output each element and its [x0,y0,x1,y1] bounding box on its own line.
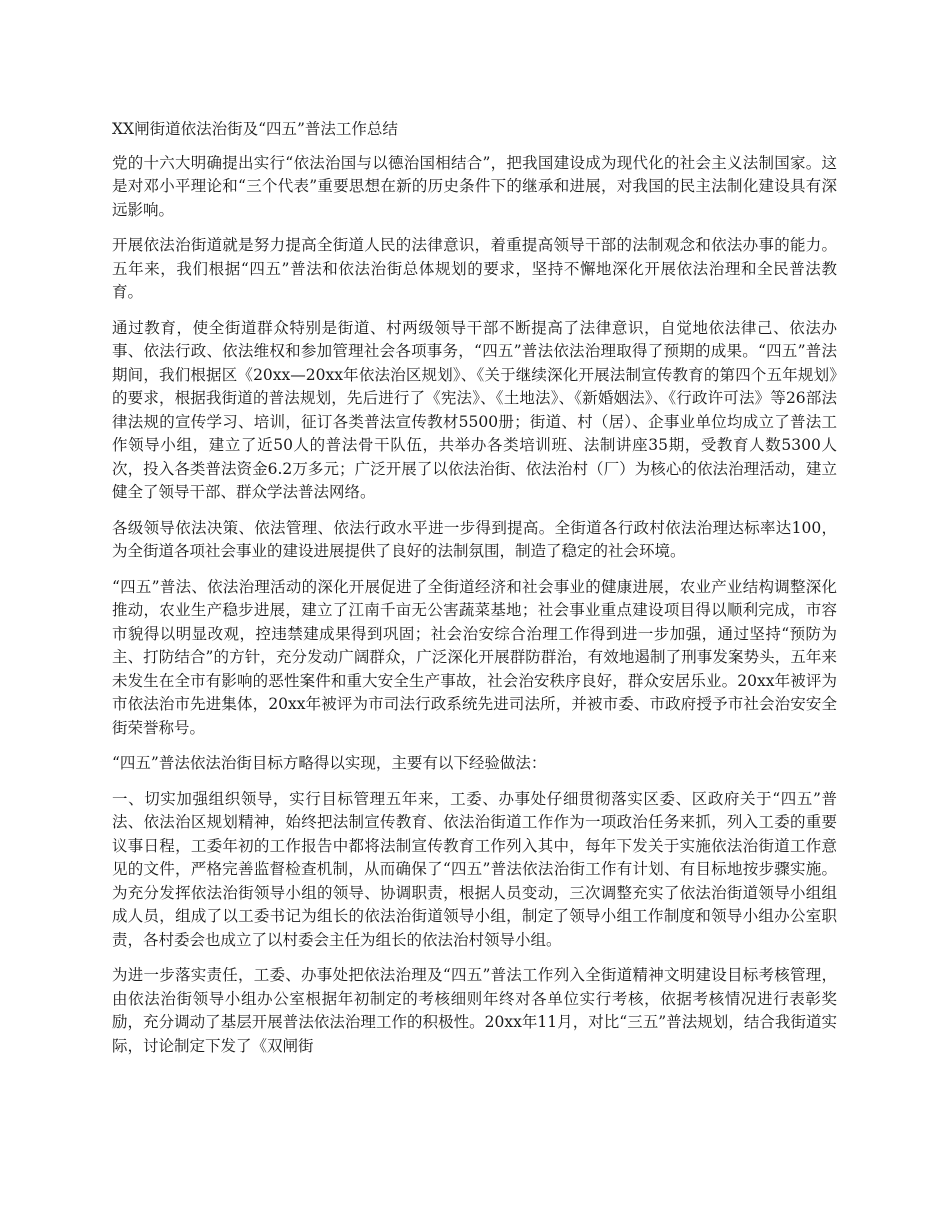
document-page [112,118,837,1070]
document-title: XX闸街道依法治街及“四五”普法工作总结 [112,120,398,138]
paragraph-3: 通过教育，使全街道群众特别是街道、村两级领导干部不断提高了法律意识，自觉地依法律己、依法办事、依法行政、依法维权和参加管理社会各项事务，“四五”普法依法治理取得了预期的成果。“四五”普法期间，我们根据区《20xx—20xx年依法治区规划》、《关于继续深化开展法制宣传教育的第四个五年规划》的要求，根据我街道的普法规划，先后进行了《宪法》、《土地法》、《新婚姻法》、《行政许可法》等26部法律法规的宣传学习、培训，征订各类普法宣传教材5500册；街道、村（居）、企事业单位均成立了普法工作领导小组，建立了近50人的普法骨干队伍，共举办各类培训班、法制讲座35期，受教育人数5300人次，投入各类普法资金6.2万多元；广泛开展了以依法治街、依法治村（厂）为核心的依法治理活动，建立健全了领导干部、群众学法普法网络。 [112,318,837,501]
paragraph-2: 开展依法治街道就是努力提高全街道人民的法律意识，着重提高领导干部的法制观念和依法办事的能力。五年来，我们根据“四五”普法和依法治街总体规划的要求，坚持不懈地深化开展依法治理和全民普法教育。 [112,236,837,301]
paragraph-7: 一、切实加强组织领导，实行目标管理五年来，工委、办事处仔细贯彻落实区委、区政府关于“四五”普法、依法治区规划精神，始终把法制宣传教育、依法治街道工作作为一项政治任务来抓，列入工委的重要议事日程，工委年初的工作报告中都将法制宣传教育工作列入其中，每年下发关于实施依法治街道工作意见的文件，严格完善监督检查机制，从而确保了“四五”普法依法治街工作有计划、有目标地按步骤实施。为充分发挥依法治街领导小组的领导、协调职责，根据人员变动，三次调整充实了依法治街道领导小组组成人员，组成了以工委书记为组长的依法治街道领导小组，制定了领导小组工作制度和领导小组办公室职责，各村委会也成立了以村委会主任为组长的依法治村领导小组。 [112,789,837,949]
paragraph-8: 为进一步落实责任，工委、办事处把依法治理及“四五”普法工作列入全街道精神文明建设目标考核管理，由依法治街领导小组办公室根据年初制定的考核细则年终对各单位实行考核，依据考核情况进行表彰奖励，充分调动了基层开展普法依法治理工作的积极性。20xx年11月，对比“三五”普法规划，结合我街道实际，讨论制定下发了《双闸街 [112,966,837,1055]
paragraph-1: 党的十六大明确提出实行“依法治国与以德治国相结合”，把我国建设成为现代化的社会主义法制国家。这是对邓小平理论和“三个代表”重要思想在新的历史条件下的继承和进展，对我国的民主法制化建设具有深远影响。 [112,153,837,219]
paragraph-5: “四五”普法、依法治理活动的深化开展促进了全街道经济和社会事业的健康进展，农业产业结构调整深化推动，农业生产稳步进展，建立了江南千亩无公害蔬菜基地；社会事业重点建设项目得以顺利完成，市容市貌得以明显改观，控违禁建成果得到巩固；社会治安综合治理工作得到进一步加强，通过坚持“预防为主、打防结合”的方针，充分发动广阔群众，广泛深化开展群防群治，有效地遏制了刑事发案势头，五年来未发生在全市有影响的恶性案件和重大安全生产事故，社会治安秩序良好，群众安居乐业。20xx年被评为市依法治市先进集体，20xx年被评为市司法行政系统先进司法所，并被市委、市政府授予市社会治安安全街荣誉称号。 [112,577,837,737]
paragraph-6: “四五”普法依法治街目标方略得以实现，主要有以下经验做法： [112,754,547,772]
paragraph-4: 各级领导依法决策、依法管理、依法行政水平进一步得到提高。全街道各行政村依法治理达标率达100，为全街道各项社会事业的建设进展提供了良好的法制氛围，制造了稳定的社会环境。 [112,518,837,560]
